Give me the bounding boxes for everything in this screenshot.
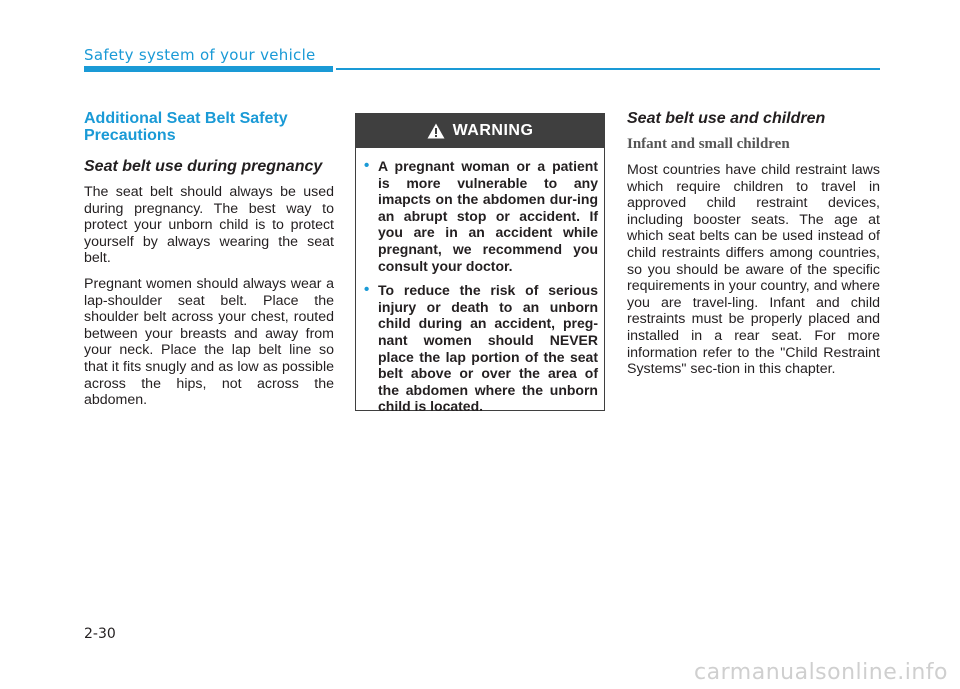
warning-body xyxy=(356,148,604,415)
bullet-icon: • xyxy=(364,281,370,299)
pregnancy-paragraph-2: Pregnant women should always wear a lap-shoulder seat belt. Place the shoulder belt across your chest, routed between your breasts and away from your neck. Place the lap belt line so that it fits snugly and as low as possible across the hips, not across the abdomen. xyxy=(84,275,334,409)
pregnancy-subheading: Seat belt use during pregnancy xyxy=(84,158,323,175)
header-rule-thick xyxy=(84,66,333,72)
warning-header xyxy=(356,114,604,148)
pregnancy-paragraph-1: The seat belt should always be used during pregnancy. The best way to protect your unborn child is to protect yourself by always wearing the seat belt. xyxy=(84,184,334,267)
children-heading: Seat belt use and children xyxy=(627,110,826,127)
section-title: Safety system of your vehicle xyxy=(84,46,316,64)
watermark: carmanualsonline.info xyxy=(694,660,948,685)
bullet-icon: • xyxy=(364,157,370,174)
warning-item xyxy=(364,282,598,415)
children-paragraph: Most countries have child restraint laws which require children to travel in approved child restraint devices, including booster seats. The age at which seat belts can be used instead of child restraints differs among countries, so you should be aware of the specific requirements in your country, and where you are travel-ling. Infant and child restraints must be properly placed and installed in a rear seat. For more information refer to the "Child Restraint Systems" sec-tion in this chapter. xyxy=(627,162,880,378)
warning-box xyxy=(355,113,605,415)
header-rule-thin xyxy=(336,68,880,70)
warning-item-text: To reduce the risk of serious injury or death to an unborn child during an accident, preg-nant women should NEVER place the lap portion of the seat belt above or over the area of the abdomen where the unborn child is located. xyxy=(378,282,598,415)
warning-item xyxy=(364,158,598,274)
infant-subheading: Infant and small children xyxy=(627,136,790,152)
precautions-heading: Additional Seat Belt Safety Precautions xyxy=(84,110,288,144)
right-column xyxy=(627,110,880,387)
left-column xyxy=(84,110,334,418)
page-number: 2-30 xyxy=(84,626,116,642)
warning-label: WARNING xyxy=(452,122,534,139)
warning-item-text: A pregnant woman or a patient is more vulnerable to any imapcts on the abdomen dur-ing an abrupt stop or accident. If you are in an accident while pregnant, we recommend you consult your doctor. xyxy=(378,158,598,274)
warning-triangle-icon xyxy=(427,123,445,139)
